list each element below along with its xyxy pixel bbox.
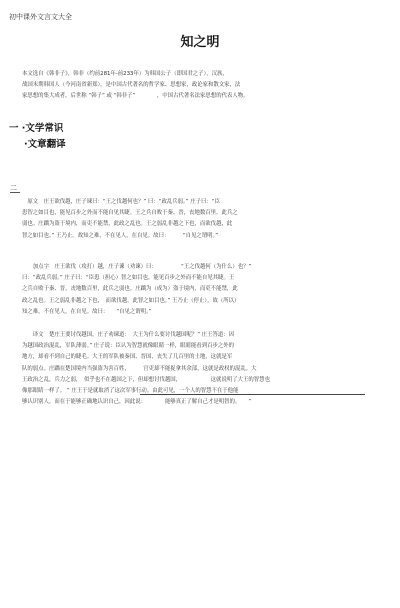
passage-line: 弱也。庄蹻为盗于境内，而吏不能禁，此政之乱也。王之弱乱非越之下也，而欲伐越，此 [22,221,233,228]
section-heading-translation: ·文章翻译 [24,139,66,150]
passage-line: 王政治之乱，兵力之弱， 似乎也不在越国之下，但却想讨伐越国， 这就说明了大王的智慧也 [22,376,270,383]
passage-line: 曰：“政乱兵弱。” 庄子曰：“臣患（担心）智之如目也，能见百步之外而不能自见其睫。王 [22,275,235,282]
intro-line: 战国末期韩国人（今河南省新郑），是中国古代著名的哲学家、思想家，政论家和散文家，法 [22,82,241,88]
passage-line: 智之如目也。” 王乃止。故知之难，不在见人，在自见。故曰： “自见之谓明。” [22,232,219,239]
text-underline [140,394,365,395]
section-marker: 二 [10,184,17,192]
passage-line: 患智之如目也，能见百步之外而不能自见其睫。王之兵自败于秦、晋，丧地数百里，此兵之 [22,210,238,217]
passage-line: 队的弱点。庄蹻在楚国境内当强盗为害百姓， 官吏却不能捉拿其余部，这就是政权的混乱。大 [22,365,257,372]
passage-translation [22,330,270,408]
marker-rule [10,192,20,193]
passage-line: 够认识别人，而在于能够正确地认识自己，因此说： 能够真正了解自己才是明智的。 ” [22,399,252,406]
page-title: 知之明 [180,35,220,50]
passage-annotated [22,262,251,318]
passage-line: 之兵自败于秦、晋，丧地数百里，此兵之弱也。庄蹻为（成为）盗于境内，而吏不能禁，此 [22,286,238,293]
passage-line: 原文 庄王欲伐越，庄子谏曰：“王之伐越何也？” 曰：“政乱兵弱。” 庄子曰：“臣 [22,199,220,205]
passage-line: 像那眼睛一样了。 ” 庄王于是就取消了这次军事行动。由此可见，一个人的智慧不在于他能 [22,388,239,395]
passage-line: 地方，却看不到自己的睫毛。大王的军队被秦国、晋国，丧失了几百里的土地，这就是军 [22,354,233,361]
passage-line: 为越国政治混乱，军队薄弱。” 庄子说：臣认为智慧就像眼睛一样，眼睛能看到百步之外的 [22,343,235,350]
passage-line: 加点字 庄王欲伐（攻打）越，庄子谏（劝谏）曰： “王之伐越何（为什么）也？” [22,264,252,270]
passage-line: 政之乱也。王之弱乱非越之下也， 而欲伐越，此智之如目也。” 王乃止（停止），故（所以） [22,297,240,304]
intro-line: 本文选自《韩非子》，韩非（约前281年-前233年）为韩国公子（即国君之子），汉族， [22,71,228,77]
passage-original [22,197,238,242]
intro-line: 家思想的集大成者，后世称 “韩子” 或 “韩非子” ，中国古代著名法家思想的代表人物。 [22,93,249,99]
intro-paragraph [22,69,249,102]
section-heading-literature: 一 ·文学常识 [9,123,64,134]
page-header: 初中课外文言文大全 [9,13,72,21]
passage-line: 知之难，不在见人，在自见。故曰： “自见之谓明。” [22,308,152,315]
passage-line: 译文 楚庄王要讨伐越国，庄子劝谏道： 大王为什么要讨伐越国呢？” 庄王答道：因 [22,332,235,338]
